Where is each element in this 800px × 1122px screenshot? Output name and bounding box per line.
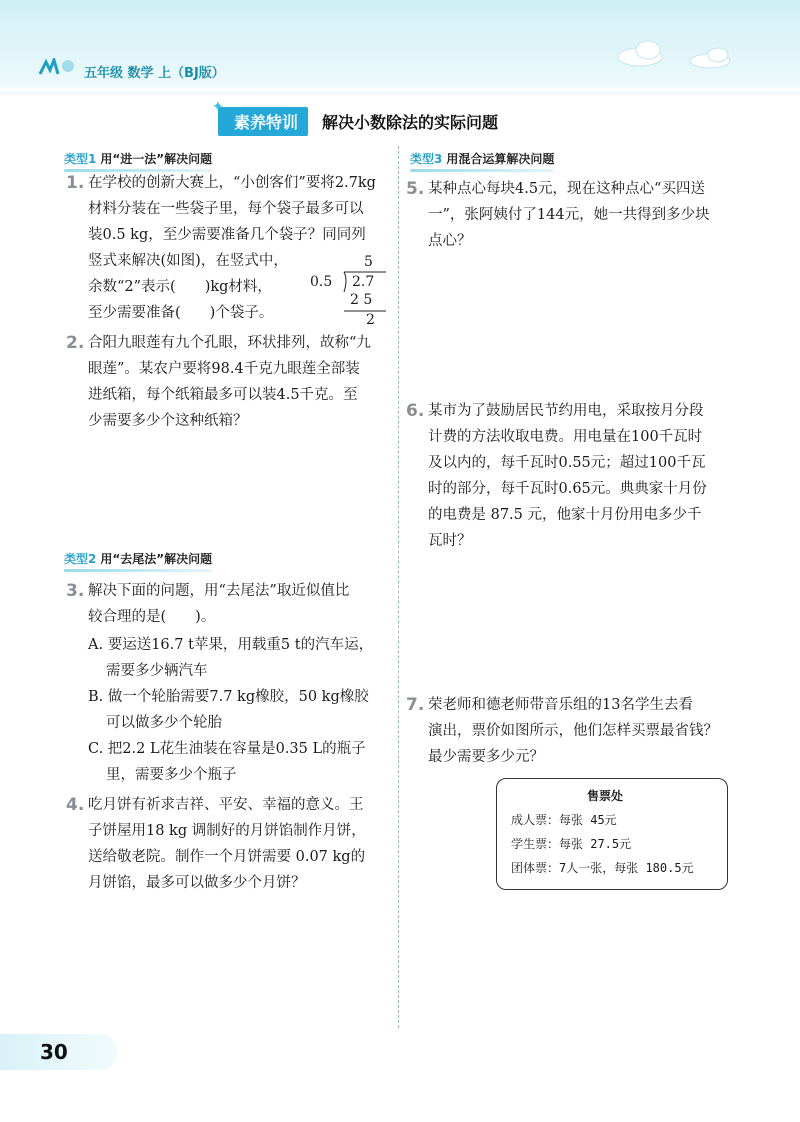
option-line: A. 要运送16.7 t苹果，用载重5 t的汽车运，: [88, 637, 374, 653]
division-quotient: 5: [364, 254, 373, 270]
section-tag: 类型2: [64, 552, 97, 566]
question-line: 少需要多少个这种纸箱？: [88, 413, 248, 429]
question-line: 合阳九眼莲有九个孔眼，环状排列，故称“九: [88, 335, 371, 351]
question-number: 4.: [66, 795, 85, 815]
question-line: 解决下面的问题，用“去尾法”取近似值比: [88, 583, 350, 599]
ticket-board: [496, 778, 728, 890]
option-line: C. 把2.2 L花生油装在容量是0.35 L的瓶子: [88, 741, 366, 757]
question-line: 送给敬老院。制作一个月饼需要 0.07 kg的: [88, 849, 366, 865]
question-5: [406, 176, 728, 254]
page-number: 30: [40, 1040, 68, 1064]
question-line: 竖式来解决(如图)，在竖式中，: [88, 253, 288, 269]
question-line: 装0.5 kg，至少需要准备几个袋子？同同列: [88, 227, 366, 243]
section-type2: [64, 550, 212, 572]
section-type1: [64, 150, 212, 172]
division-divisor: 0.5: [310, 274, 333, 290]
section-tag: 类型1: [64, 152, 97, 166]
cloud-decoration-icon: [610, 35, 750, 75]
question-2: [66, 330, 388, 434]
header-line: [0, 88, 800, 91]
division-product: 2 5: [350, 292, 373, 308]
question-line: 荣老师和德老师带音乐组的13名学生去看: [428, 697, 693, 713]
question-line: 某种点心每块4.5元，现在这种点心“买四送: [428, 181, 705, 197]
section-tag: 类型3: [410, 152, 443, 166]
question-line: 眼莲”。某农户要将98.4千克九眼莲全部装: [88, 361, 360, 377]
section-text: 用“去尾法”解决问题: [100, 552, 213, 566]
question-7: [406, 692, 738, 770]
question-line: 时的部分，每千瓦时0.65元。典典家十月份: [428, 481, 707, 497]
question-number: 7.: [406, 695, 425, 715]
section-type3: [410, 150, 554, 172]
question-line: 子饼屋用18 kg 调制好的月饼馅制作月饼，: [88, 823, 366, 839]
question-line: 及以内的，每千瓦时0.55元；超过100千瓦: [428, 455, 706, 471]
column-divider: [398, 146, 399, 1028]
question-line: 吃月饼有祈求吉祥、平安、幸福的意义。王: [88, 797, 364, 813]
ticket-student-price: 学生票：每张 27.5元: [511, 837, 632, 851]
question-line: 进纸箱，每个纸箱最多可以装4.5千克。至: [88, 387, 358, 403]
ticket-group-price: 团体票：7人一张，每张 180.5元: [511, 861, 694, 875]
question-4: [66, 792, 388, 896]
section-text: 用“进一法”解决问题: [100, 152, 213, 166]
question-line: 余数“2”表示( )kg材料，: [88, 279, 272, 295]
page-title: 解决小数除法的实际问题: [322, 112, 499, 132]
question-number: 5.: [406, 179, 425, 199]
option-b: [88, 684, 369, 736]
grade-subject: 五年级 数学 上（BJ版）: [84, 66, 225, 81]
question-3: [66, 578, 388, 630]
brand-logo-icon: [38, 58, 78, 78]
question-line: 某市为了鼓励居民节约用电，采取按月分段: [428, 403, 704, 419]
question-number: 6.: [406, 401, 425, 421]
question-line: 材料分装在一些袋子里，每个袋子最多可以: [88, 201, 364, 217]
division-bracket-icon: [308, 256, 388, 332]
question-line: 月饼馅，最多可以做多少个月饼？: [88, 875, 306, 891]
question-line: 一”，张阿姨付了144元，她一共得到多少块: [428, 207, 710, 223]
question-line: 至少需要准备( )个袋子。: [88, 305, 274, 321]
question-line: 点心？: [428, 233, 472, 249]
option-line: 可以做多少个轮胎: [106, 715, 222, 731]
page-title-bar: [218, 106, 498, 136]
question-number: 1.: [66, 173, 85, 193]
question-number: 3.: [66, 581, 85, 601]
division-dividend: 2.7: [352, 274, 375, 290]
question-line: 瓦时？: [428, 533, 472, 549]
option-line: 需要多少辆汽车: [106, 663, 208, 679]
ticket-title: 售票处: [587, 789, 624, 803]
brand-logo: [38, 58, 78, 82]
option-line: 里，需要多少个瓶子: [106, 767, 237, 783]
option-line: B. 做一个轮胎需要7.7 kg橡胶，50 kg橡胶: [88, 689, 369, 705]
question-line: 计费的方法收取电费。用电量在100千瓦时: [428, 429, 703, 445]
question-line: 最少需要多少元？: [428, 749, 544, 765]
long-division: [308, 256, 388, 332]
question-line: 的电费是 87.5 元，他家十月份用电多少千: [428, 507, 702, 523]
question-number: 2.: [66, 333, 85, 353]
question-line: 演出，票价如图所示，他们怎样买票最省钱？: [428, 723, 718, 739]
option-c: [88, 736, 366, 788]
title-tag: ✦ 素养特训: [218, 107, 308, 136]
section-text: 用混合运算解决问题: [446, 152, 555, 166]
ticket-adult-price: 成人票：每张 45元: [511, 813, 617, 827]
division-remainder: 2: [366, 312, 375, 328]
option-a: [88, 632, 373, 684]
question-line: 在学校的创新大赛上，“小创客们”要将2.7kg: [88, 175, 376, 191]
question-line: 较合理的是( )。: [88, 609, 216, 625]
question-6: [406, 398, 728, 554]
